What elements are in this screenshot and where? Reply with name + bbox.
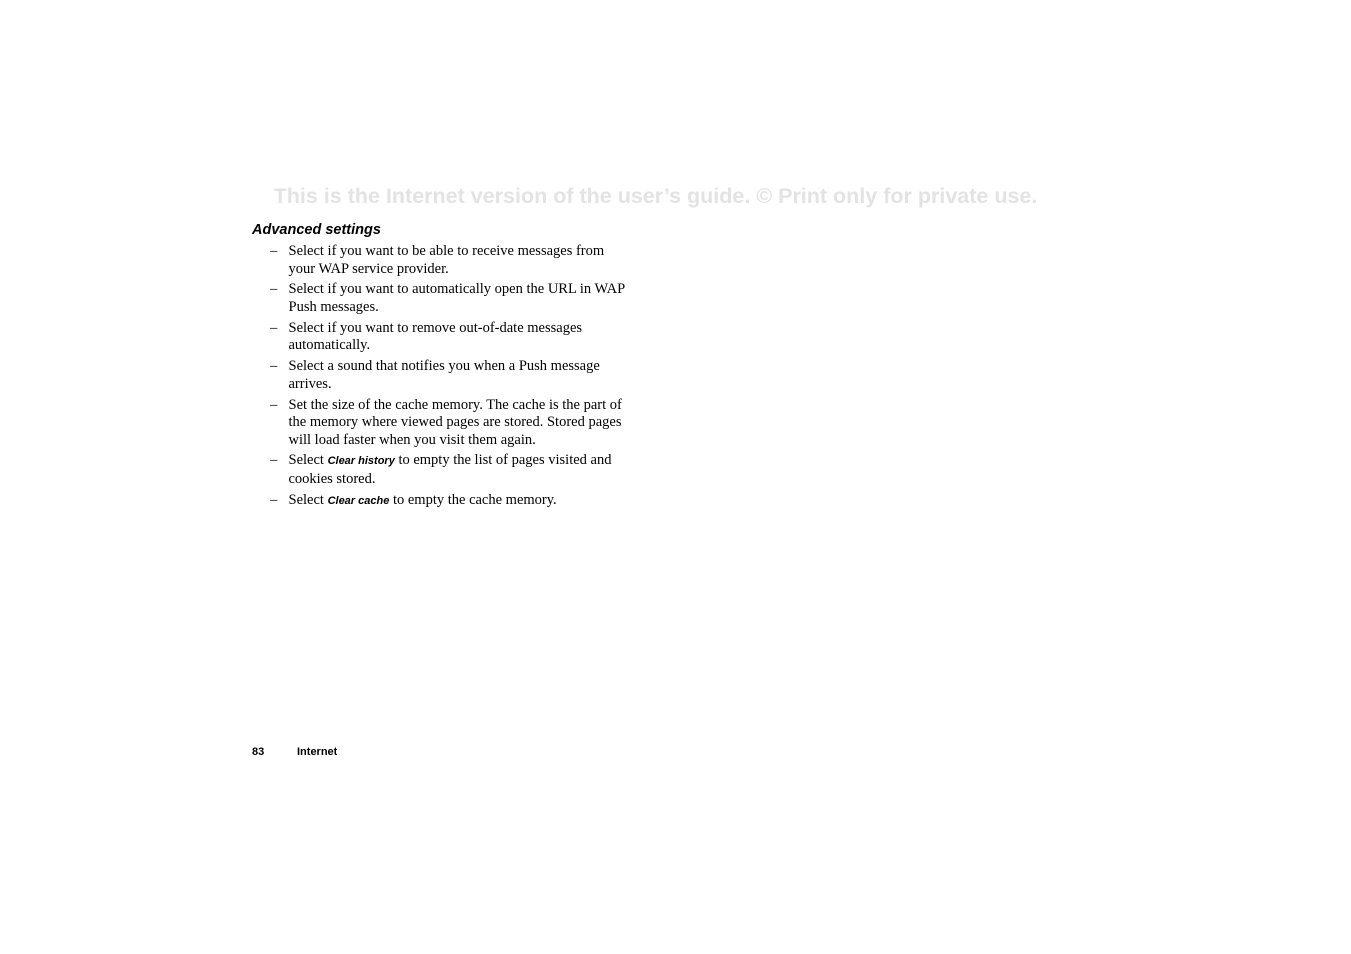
settings-list (270, 243, 630, 514)
bullet-dash: – (270, 358, 278, 375)
list-item (270, 281, 630, 316)
bullet-dash: – (270, 491, 278, 508)
list-item-text: Select if you want to be able to receive messages from your WAP service provider. (288, 243, 605, 277)
list-item (270, 397, 630, 450)
section-heading: Advanced settings (252, 222, 381, 238)
list-item (270, 358, 630, 393)
menu-term-clear-cache: Clear cache (327, 494, 390, 507)
list-item (270, 243, 630, 278)
list-item-text: Set the size of the cache memory. The cache is the part of the memory where viewed pages are stored. Stored pages will load faster when you visit them again. (288, 396, 622, 448)
bullet-dash: – (270, 281, 278, 298)
list-item-text: Select a sound that notifies you when a Push message arrives. (288, 358, 600, 392)
list-item-text-after: to empty the cache memory. (389, 491, 557, 508)
bullet-dash: – (270, 243, 278, 259)
list-item-text: Select if you want to automatically open the URL in WAP Push messages. (288, 281, 625, 315)
list-item-text-after: to empty the list of pages visited and cookies stored. (288, 452, 612, 488)
chapter-title: Internet (297, 746, 338, 758)
bullet-dash: – (270, 452, 278, 469)
page-number: 83 (252, 746, 265, 758)
list-item (270, 452, 630, 488)
list-item-text-before: Select (288, 491, 328, 508)
list-item-text: Select if you want to remove out-of-date messages automatically. (288, 319, 583, 354)
menu-term-clear-history: Clear history (327, 455, 395, 468)
bullet-dash: – (270, 396, 278, 413)
bullet-dash: – (270, 319, 278, 336)
list-item (270, 492, 630, 511)
list-item (270, 320, 630, 355)
list-item-text-before: Select (288, 452, 328, 469)
watermark-text: This is the Internet version of the user’s guide. © Print only for private use. (273, 184, 1038, 208)
